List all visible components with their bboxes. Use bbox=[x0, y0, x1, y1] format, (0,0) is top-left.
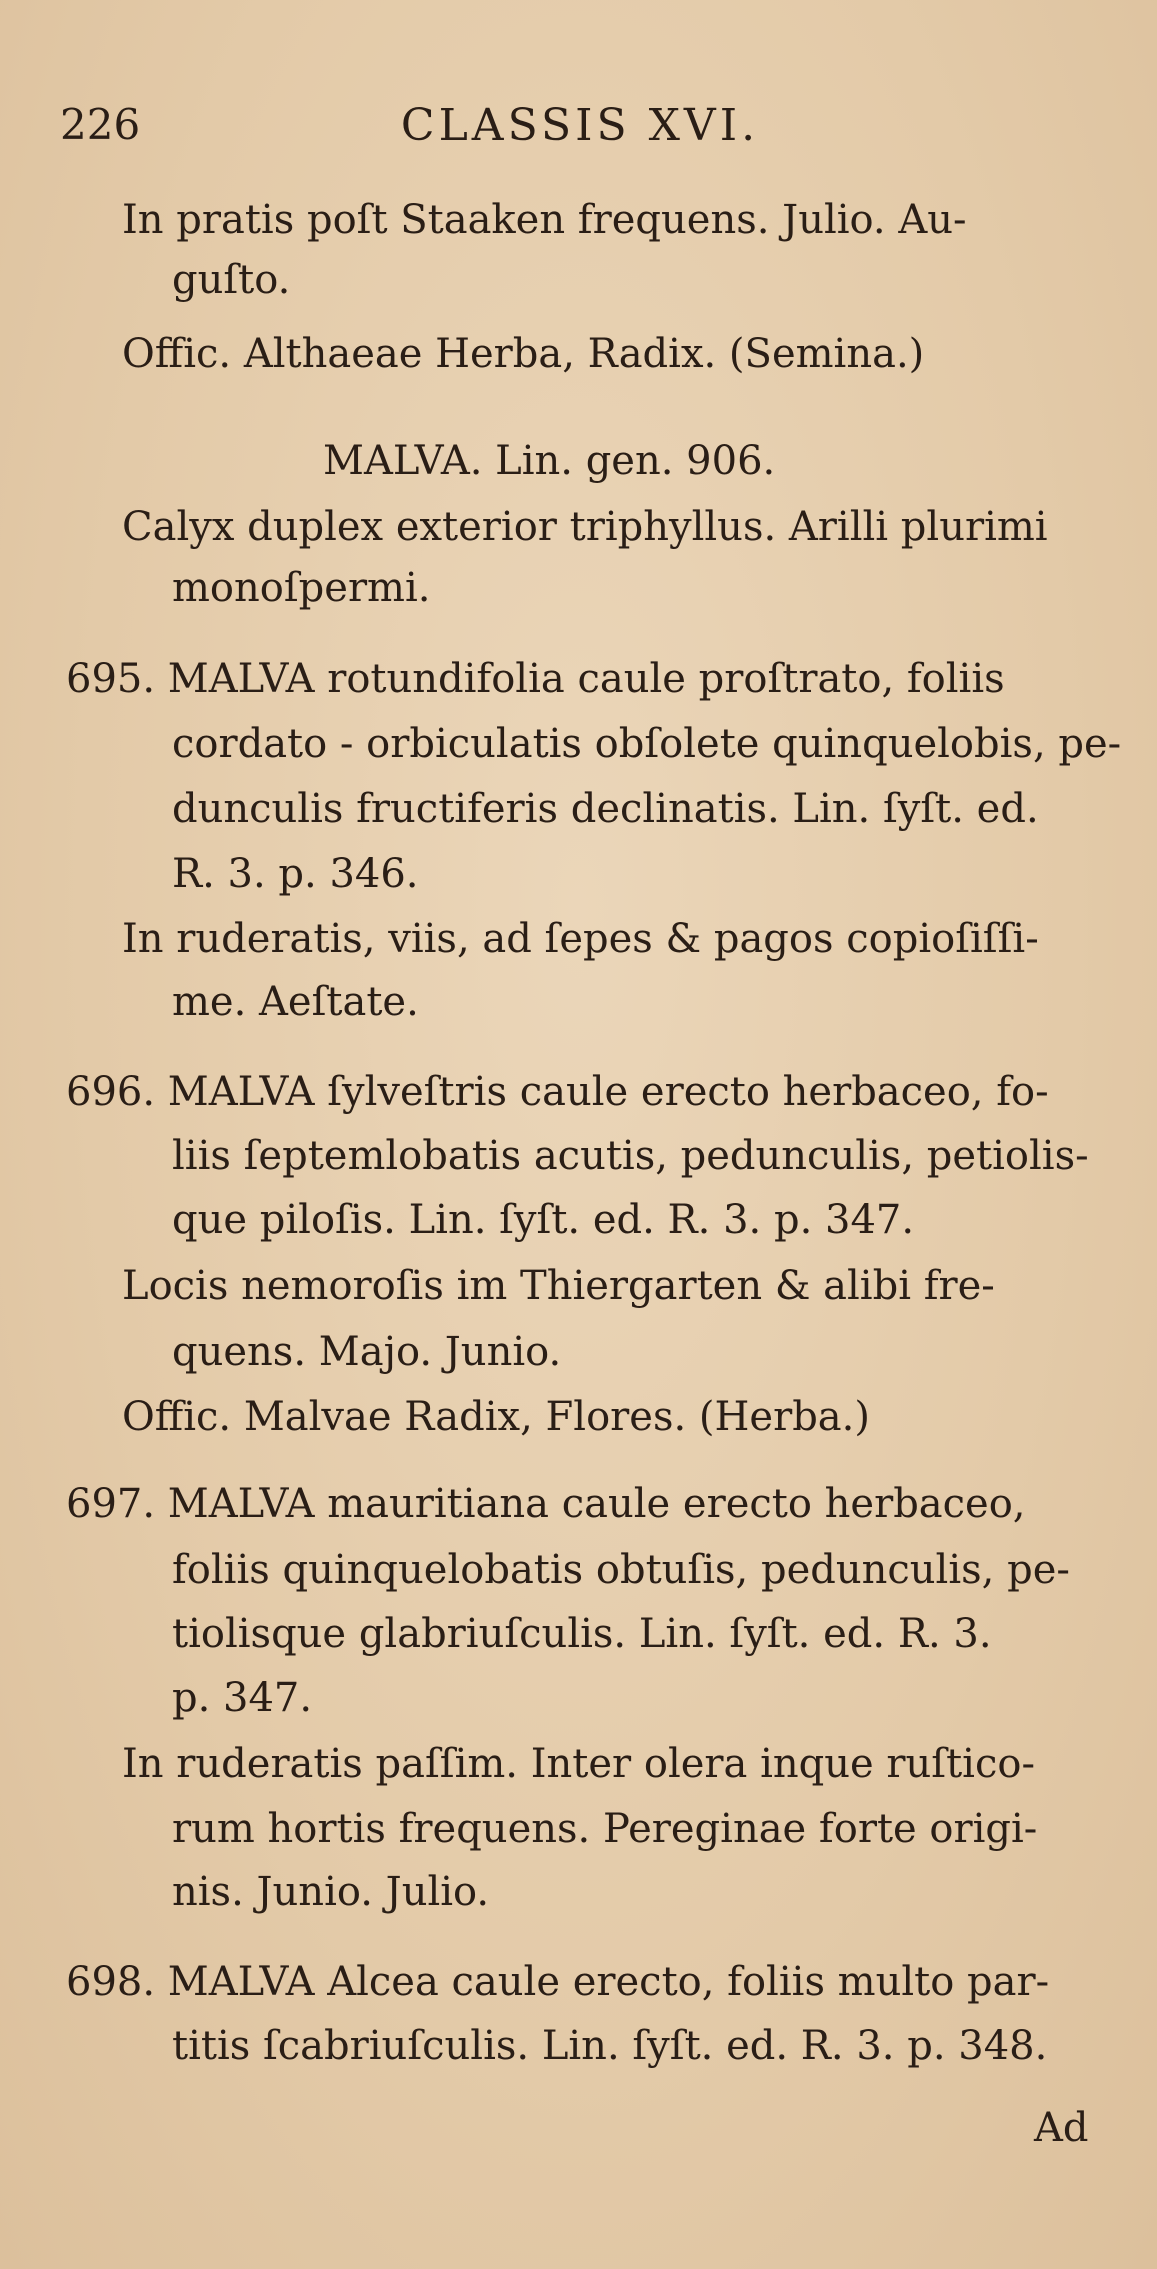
text-line: Offic. Malvae Radix, Flores. (Herba.) bbox=[122, 1394, 870, 1440]
text-line: In ruderatis paſſim. Inter olera inque ruſtico- bbox=[122, 1741, 1035, 1787]
text-line: Locis nemoroſis im Thiergarten & alibi fre- bbox=[122, 1263, 995, 1309]
page-header bbox=[60, 100, 1100, 160]
text-line: dunculis fructiferis declinatis. Lin. ſyſt. ed. bbox=[172, 786, 1039, 832]
text-line: 697. MALVA mauritiana caule erecto herbaceo, bbox=[66, 1481, 1026, 1527]
text-line: monoſpermi. bbox=[172, 565, 431, 611]
text-line: cordato - orbiculatis obſolete quinquelobis, pe- bbox=[172, 721, 1122, 767]
text-line: In pratis poſt Staaken frequens. Julio. Au- bbox=[122, 197, 967, 243]
text-line: me. Aeſtate. bbox=[172, 979, 419, 1025]
running-title: CLASSIS XVI. bbox=[400, 100, 760, 151]
page-number: 226 bbox=[60, 100, 141, 149]
text-line: Calyx duplex exterior triphyllus. Arilli plurimi bbox=[122, 504, 1048, 550]
text-line: In ruderatis, viis, ad ſepes & pagos copioſiſſi- bbox=[122, 916, 1039, 962]
text-line: quens. Majo. Junio. bbox=[172, 1329, 562, 1375]
text-line: nis. Junio. Julio. bbox=[172, 1869, 490, 1915]
text-line: foliis quinquelobatis obtuſis, pedunculis, pe- bbox=[172, 1547, 1070, 1593]
text-line: tiolisque glabriuſculis. Lin. ſyſt. ed. R. 3. bbox=[172, 1611, 992, 1657]
text-line: liis ſeptemlobatis acutis, pedunculis, petiolis- bbox=[172, 1133, 1089, 1179]
text-line: 696. MALVA ſylveſtris caule erecto herbaceo, fo- bbox=[66, 1069, 1049, 1115]
text-line: 698. MALVA Alcea caule erecto, foliis multo par- bbox=[66, 1959, 1050, 2005]
text-line: Offic. Althaeae Herba, Radix. (Semina.) bbox=[122, 331, 925, 377]
text-line: R. 3. p. 346. bbox=[172, 851, 419, 897]
text-line: p. 347. bbox=[172, 1675, 313, 1721]
text-line: rum hortis frequens. Pereginae forte origi- bbox=[172, 1806, 1038, 1852]
text-line: que piloſis. Lin. ſyſt. ed. R. 3. p. 347. bbox=[172, 1197, 915, 1243]
genus-heading: MALVA. Lin. gen. 906. bbox=[323, 438, 776, 484]
catchword: Ad bbox=[1034, 2105, 1089, 2151]
text-line: guſto. bbox=[172, 257, 291, 303]
text-line: 695. MALVA rotundifolia caule proſtrato, foliis bbox=[66, 656, 1005, 702]
text-line: titis ſcabriuſculis. Lin. ſyſt. ed. R. 3. p. 348. bbox=[172, 2023, 1048, 2069]
